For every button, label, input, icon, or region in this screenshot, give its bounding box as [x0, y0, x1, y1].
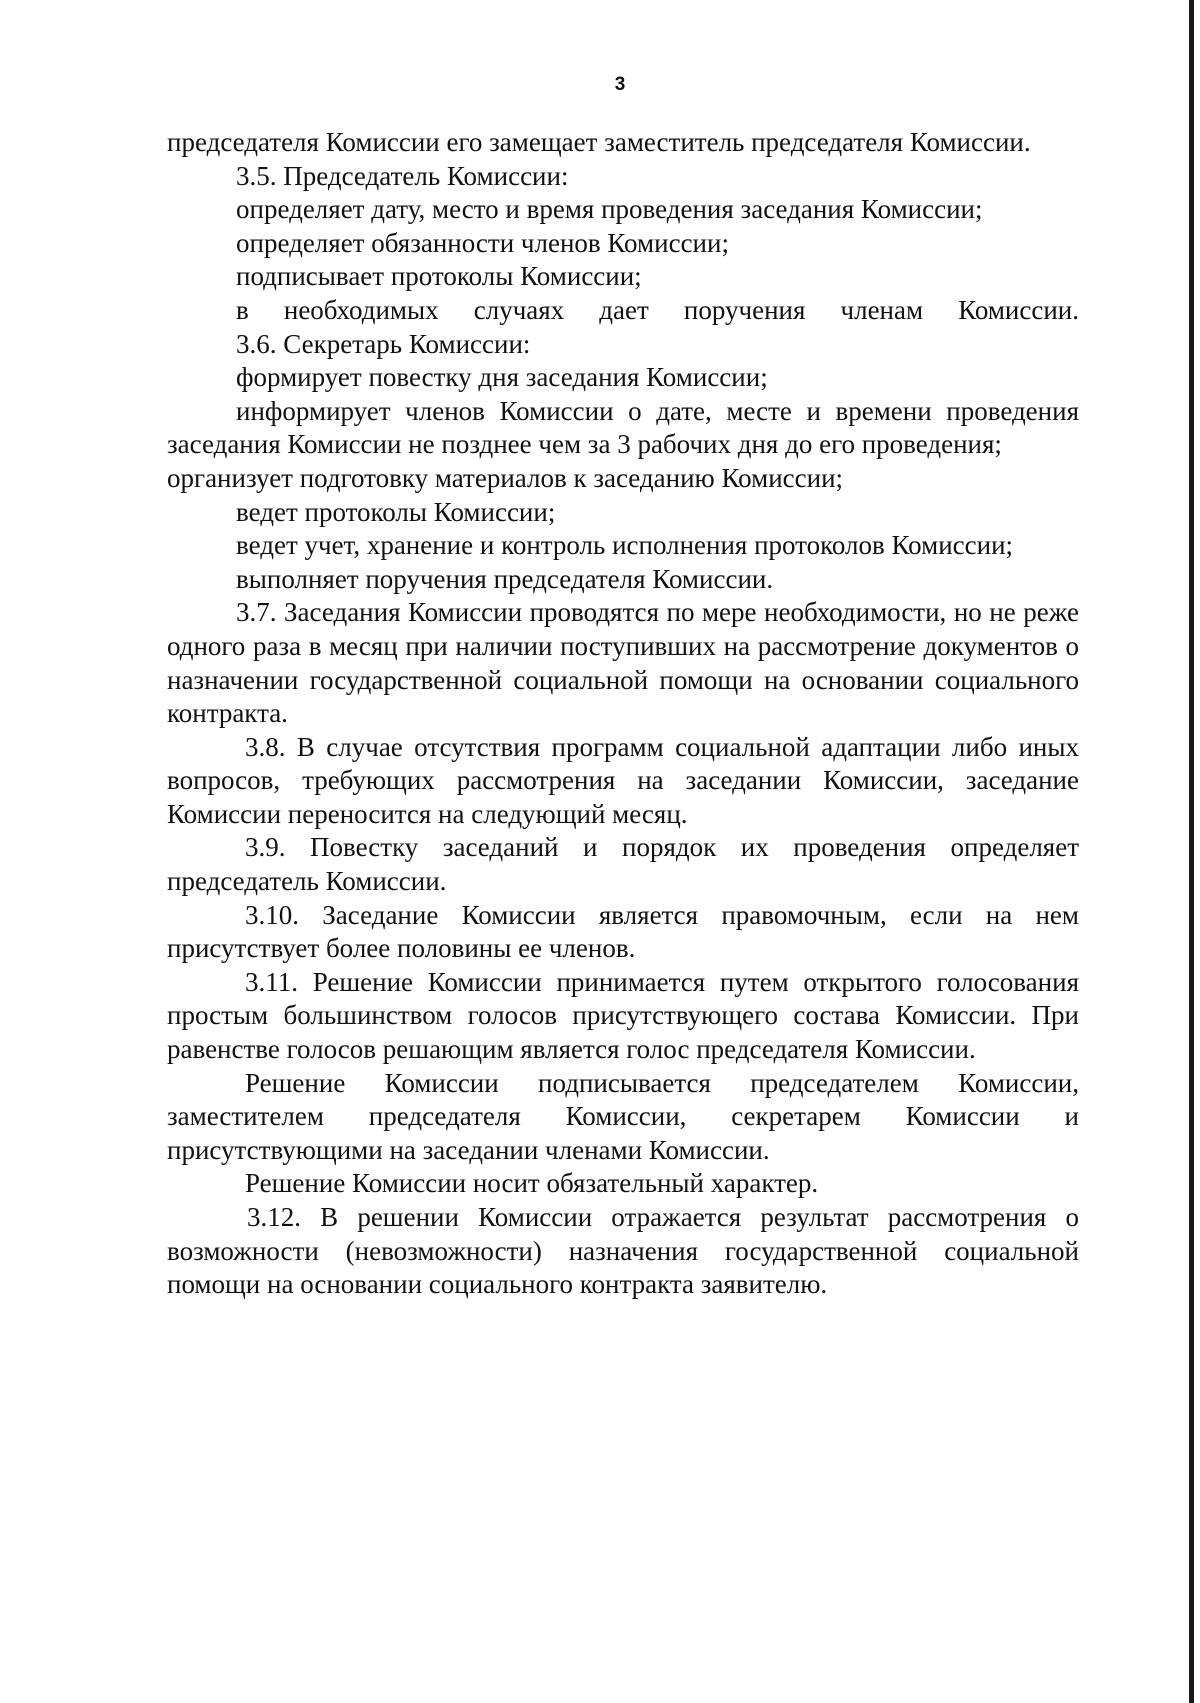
paragraph-chairman-duty-3: подписывает протоколы Комиссии; [236, 261, 642, 292]
paragraph-secretary-duty-3: организует подготовку материалов к заседанию Комиссии; [167, 462, 844, 493]
paragraph-3-12: 3.12. В решении Комиссии отражается результат рассмотрения о возможности (невозможности) назначения государственной социальной помощи на основании социального контракта заявителю. [167, 1202, 1079, 1300]
paragraph-secretary-duty-1: формирует повестку дня заседания Комиссии; [236, 362, 768, 393]
paragraph-chairman-duty-2: определяет обязанности членов Комиссии; [236, 227, 729, 258]
paragraph-3-8: 3.8. В случае отсутствия программ социальной адаптации либо иных вопросов, требующих рассмотрения на заседании Комиссии, заседание Комиссии переносится на следующий месяц. [167, 731, 1079, 829]
page-number: 3 [614, 74, 626, 95]
scan-edge-border [1189, 0, 1194, 1703]
paragraph-secretary-duty-4: ведет протоколы Комиссии; [236, 496, 556, 527]
paragraph-secretary-duty-2: информирует членов Комиссии о дате, месте и времени проведения заседания Комиссии не позднее чем за 3 рабочих дня до его проведения; [167, 395, 1079, 460]
paragraph-3-7: 3.7. Заседания Комиссии проводятся по мере необходимости, но не реже одного раза в месяц при наличии поступивших на рассмотрение документов о назначении государственной социальной помощи на основании социального контракта. [167, 597, 1079, 729]
paragraph-3-9: 3.9. Повестку заседаний и порядок их проведения определяет председатель Комиссии. [167, 832, 1079, 897]
paragraph-3-6-heading: 3.6. Секретарь Комиссии: [236, 328, 531, 359]
paragraph-3-11: 3.11. Решение Комиссии принимается путем открытого голосования простым большинством голосов присутствующего состава Комиссии. При равенстве голосов решающим является голос председателя Комиссии. [167, 966, 1079, 1065]
paragraph-chairman-duty-1: определяет дату, место и время проведения заседания Комиссии; [236, 194, 983, 225]
paragraph-continuation: председателя Комиссии его замещает заместитель председателя Комиссии. [167, 127, 1031, 157]
paragraph-3-5-heading: 3.5. Председатель Комиссии: [236, 160, 569, 191]
paragraph-secretary-duty-6: выполняет поручения председателя Комиссии. [236, 563, 774, 594]
paragraph-chairman-duty-4: в необходимых случаях дает поручения членам Комиссии. [236, 294, 1079, 325]
paragraph-3-10: 3.10. Заседание Комиссии является правомочным, если на нем присутствует более половины ее членов. [167, 899, 1079, 964]
paragraph-decision-signing: Решение Комиссии подписывается председателем Комиссии, заместителем председателя Комиссии, секретарем Комиссии и присутствующими на заседании членами Комиссии. [167, 1067, 1079, 1165]
document-body [167, 126, 1079, 1302]
paragraph-secretary-duty-5: ведет учет, хранение и контроль исполнения протоколов Комиссии; [236, 530, 1014, 561]
paragraph-decision-binding: Решение Комиссии носит обязательный характер. [245, 1168, 819, 1199]
